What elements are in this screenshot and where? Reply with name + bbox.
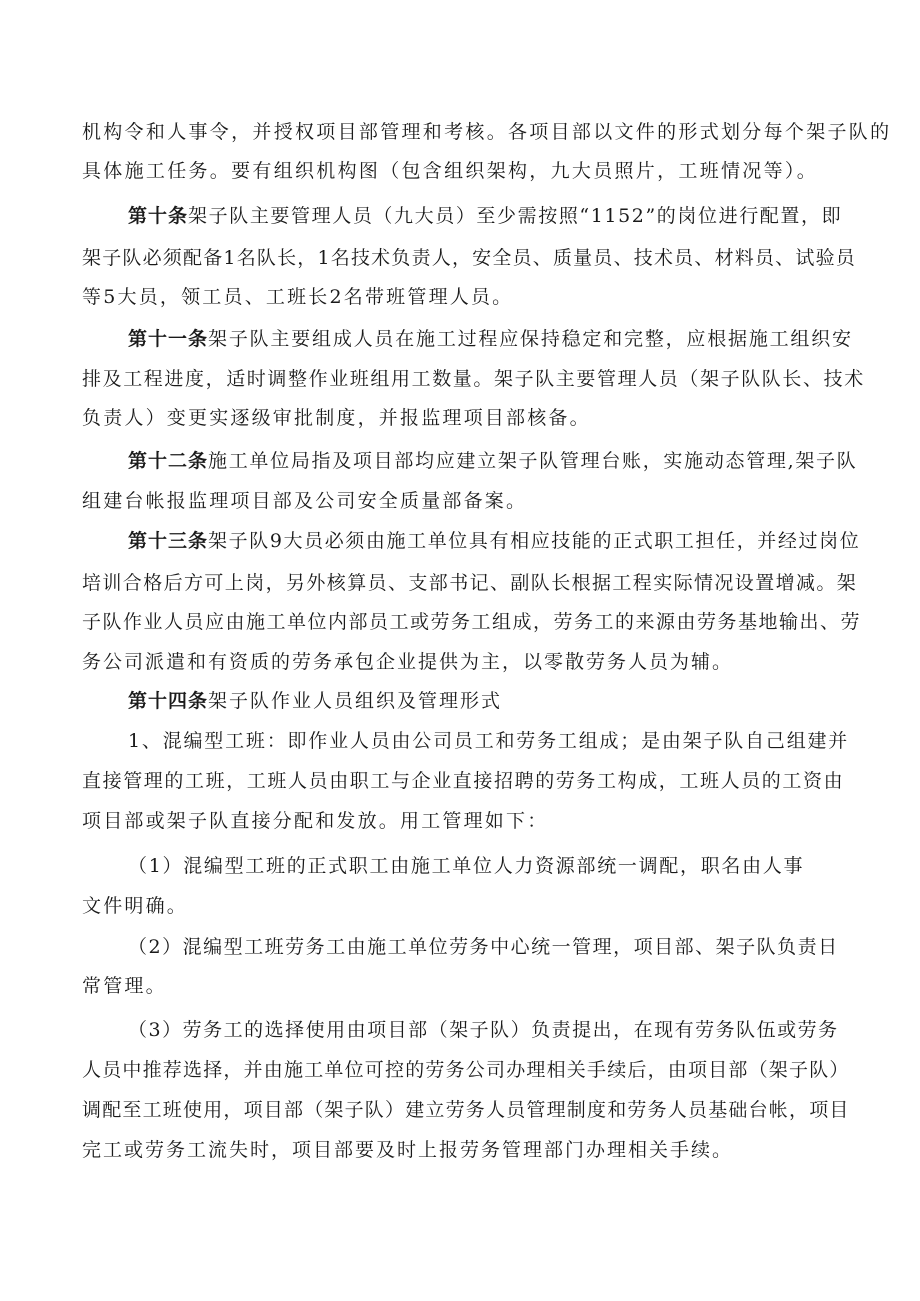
article-10-text-1: 架子队主要管理人员（九大员）至少需按照“1152”的岗位进行配置，即 xyxy=(188,205,843,227)
article-13-line-1 xyxy=(128,528,860,554)
article-10-heading: 第十条 xyxy=(128,205,189,227)
item-1-line-3: 项目部或架子队直接分配和发放。用工管理如下： xyxy=(82,810,549,832)
sub-3-line-2: 人员中推荐选择，并由施工单位可控的劳务公司办理相关手续后，由项目部（架子队） xyxy=(82,1059,850,1081)
article-13-line-3: 子队作业人员应由施工单位内部员工或劳务工组成，劳务工的来源由劳务基地输出、劳 xyxy=(82,611,862,633)
item-1-line-2: 直接管理的工班，工班人员由职工与企业直接招聘的劳务工构成，工班人员的工资由 xyxy=(82,770,845,792)
article-14-heading: 第十四条 xyxy=(128,690,209,712)
sub-1-line-2: 文件明确。 xyxy=(82,895,189,917)
article-13-line-4: 务公司派遣和有资质的劳务承包企业提供为主，以零散劳务人员为辅。 xyxy=(82,651,734,673)
article-10-line-1 xyxy=(128,203,842,229)
article-12-line-2: 组建台帐报监理项目部及公司安全质量部备案。 xyxy=(82,490,528,512)
article-11-text-1: 架子队主要组成人员在施工过程应保持稳定和完整，应根据施工组织安 xyxy=(208,328,853,350)
article-12-heading: 第十二条 xyxy=(128,450,209,472)
article-13-text-1: 架子队9大员必须由施工单位具有相应技能的正式职工担任，并经过岗位 xyxy=(208,530,861,552)
sub-3-line-3: 调配至工班使用，项目部（架子队）建立劳务人员管理制度和劳务人员基础台帐，项目 xyxy=(82,1099,850,1121)
sub-2-line-2: 常管理。 xyxy=(82,975,167,997)
article-14-text-1: 架子队作业人员组织及管理形式 xyxy=(208,690,503,712)
paragraph-intro-line-1: 机构令和人事令，并授权项目部管理和考核。各项目部以文件的形式划分每个架子队的 xyxy=(82,121,892,143)
article-13-heading: 第十三条 xyxy=(128,530,209,552)
article-11-line-2: 排及工程进度，适时调整作业班组用工数量。架子队主要管理人员（架子队队长、技术 xyxy=(82,368,865,390)
article-12-line-1 xyxy=(128,448,857,474)
article-10-line-2: 架子队必须配备1名队长，1名技术负责人，安全员、质量员、技术员、材料员、试验员 xyxy=(82,247,856,269)
article-11-line-3: 负责人）变更实逐级审批制度，并报监理项目部核备。 xyxy=(82,407,591,429)
article-11-heading: 第十一条 xyxy=(128,328,209,350)
sub-2-line-1: （2）混编型工班劳务工由施工单位劳务中心统一管理，项目部、架子队负责日 xyxy=(128,936,839,958)
sub-3-line-4: 完工或劳务工流失时，项目部要及时上报劳务管理部门办理相关手续。 xyxy=(82,1139,734,1161)
article-14-line-1 xyxy=(128,688,502,714)
article-11-line-1 xyxy=(128,326,853,352)
article-12-text-1: 施工单位局指及项目部均应建立架子队管理台账，实施动态管理,架子队 xyxy=(208,450,858,472)
item-1-line-1: 1、混编型工班：即作业人员由公司员工和劳务工组成；是由架子队自己组建并 xyxy=(128,730,850,752)
sub-3-line-1: （3）劳务工的选择使用由项目部（架子队）负责提出，在现有劳务队伍或劳务 xyxy=(128,1019,839,1041)
article-10-line-3: 等5大员，领工员、工班长2名带班管理人员。 xyxy=(82,286,514,308)
article-13-line-2: 培训合格后方可上岗，另外核算员、支部书记、副队长根据工程实际情况设置增减。架 xyxy=(82,572,858,594)
paragraph-intro-line-2: 具体施工任务。要有组织机构图（包含组织架构，九大员照片，工班情况等）。 xyxy=(82,160,819,182)
sub-1-line-1: （1）混编型工班的正式职工由施工单位人力资源部统一调配，职名由人事 xyxy=(128,855,805,877)
